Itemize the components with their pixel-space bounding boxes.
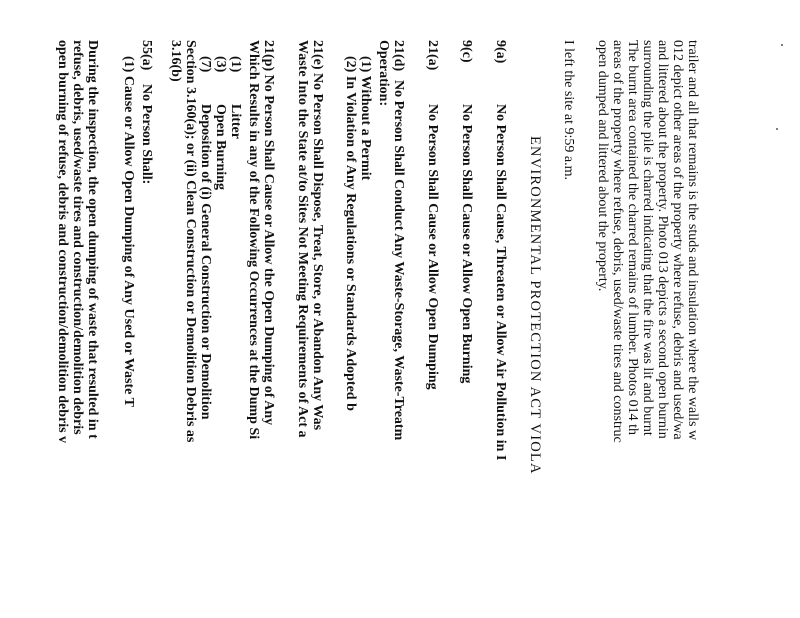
violation-subitem-number: (3): [213, 56, 228, 73]
violation-subitem-number: (1): [228, 56, 243, 73]
violation-code: 9(a): [493, 40, 508, 64]
scan-speck: [781, 44, 783, 46]
violation-subitem: (1) Cause or Allow Open Dumping of Any Used or Waste T: [121, 56, 136, 407]
section-title: ENVIRONMENTAL PROTECTION ACT VIOLA: [527, 136, 543, 475]
violation-subitem: (1) Without a Permit: [358, 56, 373, 181]
violation-text: Operation:: [376, 40, 391, 107]
conclusion-line: During the inspection, the open dumping of waste that resulted in t: [85, 40, 100, 439]
narrative-line: open dumped and littered about the property.: [595, 40, 610, 292]
violation-text: Waste Into the State at/to Sites Not Meeting Requirements of Act a: [295, 40, 310, 438]
conclusion-line: open burning of refuse, debris and construction/demolition debris v: [55, 40, 70, 444]
violation-text: 21(p) No Person Shall Cause or Allow the Open Dumping of Any: [261, 40, 276, 426]
violation-text: No Person Shall Cause, Threaten or Allow Air Pollution in I: [493, 104, 508, 461]
violation-text: Section 3.160(a); or (ii) Clean Construction or Demolition Debris as: [183, 40, 198, 443]
violation-subitem: Open Burning: [213, 104, 228, 190]
violation-text: No Person Shall Cause or Allow Open Dumping: [425, 104, 440, 390]
departure-note: I left the site at 9:59 a.m.: [561, 40, 576, 180]
violation-subitem: Deposition of (i) General Construction or Demolition: [198, 104, 213, 420]
violation-text: No Person Shall Conduct Any Waste-Storage, Waste-Treatm: [391, 80, 406, 441]
narrative-line: 012 depict other areas of the property where refuse, debris and used/wa: [670, 40, 685, 440]
violation-code: 55(a): [139, 40, 154, 71]
violation-code: 21(a): [425, 40, 440, 71]
violation-text: No Person Shall Cause or Allow Open Burning: [459, 104, 474, 384]
narrative-line: and littered about the property. Photo 013 depicts a second open burnin: [655, 40, 670, 439]
narrative-line: trailer and all that remains is the studs and insulation where the walls w: [685, 40, 700, 441]
violation-subitem: (2) In Violation of Any Regulations or Standards Adopted b: [343, 56, 358, 411]
violation-subitem: Litter: [228, 104, 243, 139]
violation-text: No Person Shall:: [139, 84, 154, 185]
conclusion-line: refuse, debris, used/waste tires and construction/demolition debris: [70, 40, 85, 435]
rotated-document-text: [55, 40, 700, 618]
narrative-line: areas of the property where refuse, debris, used/waste tires and construc: [610, 40, 625, 443]
violation-code: 21(d): [391, 40, 406, 72]
scan-speck: [776, 128, 778, 130]
violation-reference: 3.16(b): [168, 40, 183, 82]
narrative-line: surrounding the pile is charred indicating that the fire was lit and burnt: [640, 40, 655, 436]
violation-text: Which Results in any of the Following Occurrences at the Dump Si: [246, 40, 261, 440]
violation-subitem-number: (7): [198, 56, 213, 73]
violation-text: 21(e) No Person Shall Dispose, Treat, Store, or Abandon Any Was: [310, 40, 325, 431]
violation-code: 9(c): [459, 40, 474, 63]
narrative-line: The burnt area contained the charred remains of lumber. Photos 014 th: [625, 40, 640, 435]
